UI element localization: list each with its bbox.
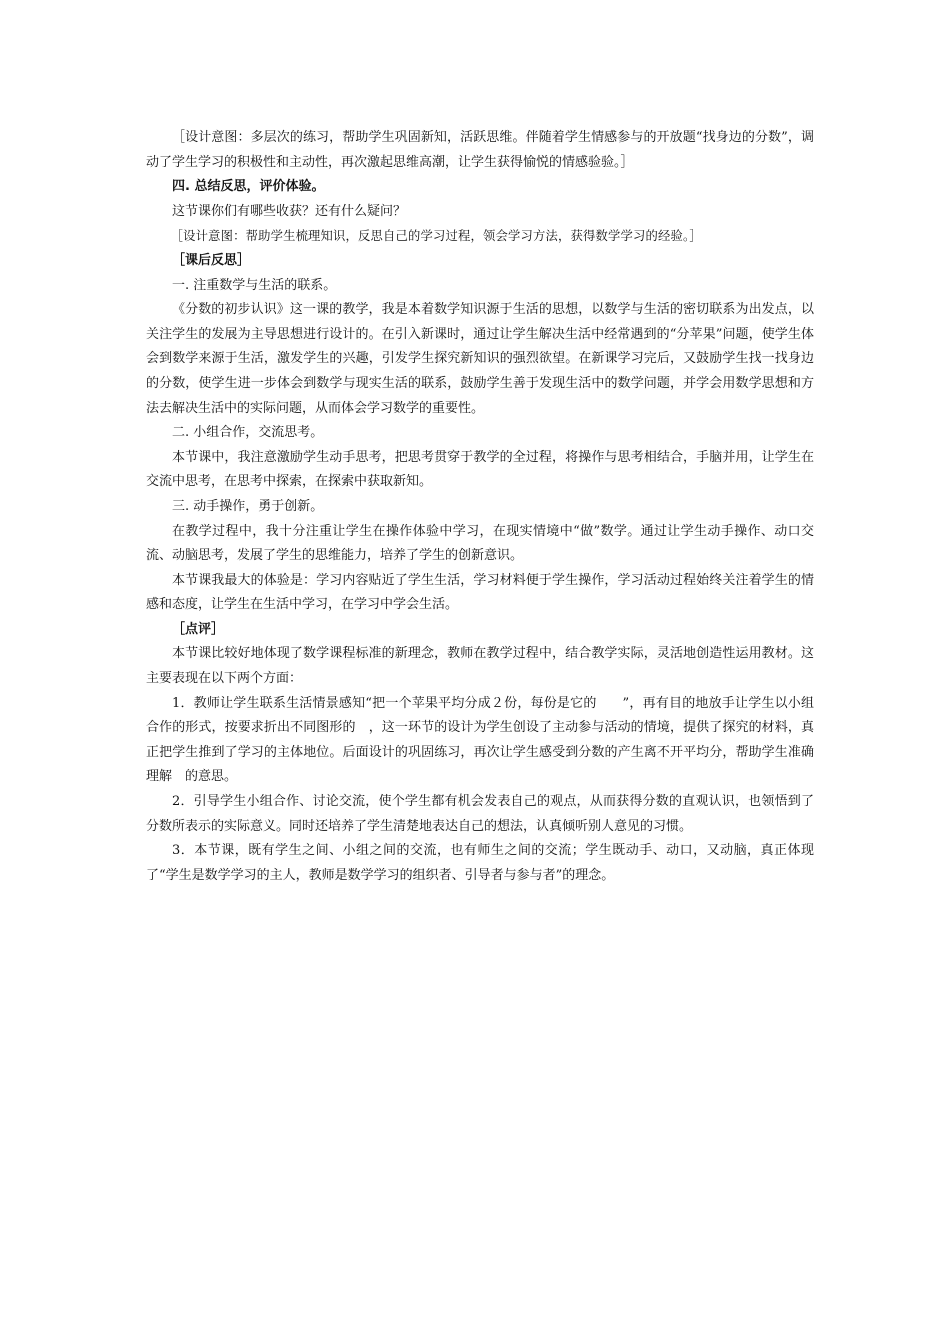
- design-intent-paragraph-2: ［设计意图：帮助学生梳理知识，反思自己的学习过程，领会学习方法，获得数学学习的经验。］: [170, 229, 702, 244]
- reflection-point-2-title: 二. 小组合作，交流思考。: [172, 425, 324, 441]
- reflection-point-3-body: 在教学过程中，我十分注重让学生在操作体验中学习，在现实情境中“做”数学。通过让学生动手操作、动口交流、动脑思考，发展了学生的思维能力，培养了学生的创新意识。: [146, 523, 814, 564]
- review-item-1: [146, 692, 814, 790]
- section-heading-4: 四. 总结反思，评价体验。: [172, 179, 325, 195]
- review-intro: 本节课比较好地体现了数学课程标准的新理念，教师在教学过程中，结合教学实际，灵活地创造性运用教材。这主要表现在以下两个方面：: [146, 646, 814, 687]
- reflection-point-3-title: 三. 动手操作，勇于创新。: [172, 498, 324, 514]
- reflection-summary: 本节课我最大的体验是：学习内容贴近了学生生活，学习材料便于学生操作，学习活动过程始终关注着学生的情感和态度，让学生在生活中学习，在学习中学会生活。: [146, 572, 814, 613]
- reflection-point-1-title: 一. 注重数学与生活的联系。: [172, 277, 337, 293]
- review-item-3: 3．本节课，既有学生之间、小组之间的交流，也有师生之间的交流；学生既动手、动口，又动脑，真正体现了“学生是数学学习的主人，教师是数学学习的组织者、引导者与参与者”的理念。: [146, 843, 814, 883]
- design-intent-paragraph-1: ［设计意图：多层次的练习，帮助学生巩固新知，活跃思维。伴随着学生情感参与的开放题“找身边的分数”，调动了学生学习的积极性和主动性，再次激起思维高潮，让学生获得愉悦的情感验验。］: [146, 130, 814, 170]
- reflection-heading: ［课后反思］: [172, 252, 251, 268]
- review-item-1-part-c: ，这一环节的设计为学生创设了主动参与活动的情境，提供了探究的材料，真正把学生推到了学习的主体地位。后面设计的巩固练习，再次让学生感受到分数的产生离不开平均分，帮助学生准确理解: [146, 720, 814, 785]
- document-body: [146, 126, 814, 888]
- review-item-1-part-a: 1．教师让学生联系生活情景感知“把一个苹果平均分成２份，每份是它的: [172, 695, 597, 711]
- reflection-point-2-body: 本节课中，我注意激励学生动手思考，把思考贯穿于教学的全过程，将操作与思考相结合，手脑并用，让学生在交流中思考，在思考中探索，在探索中获取新知。: [146, 449, 814, 490]
- review-item-1-part-d: 的意思。: [185, 769, 238, 785]
- review-heading: ［点评］: [172, 621, 225, 637]
- question-paragraph: 这节课你们有哪些收获？还有什么疑问？: [172, 203, 407, 219]
- review-item-1-part-b: ”，再有目的地放手让学生以小组合作的形式，按要求折出不同图形的: [146, 695, 814, 736]
- review-item-2: 2．引导学生小组合作、讨论交流，使个学生都有机会发表自己的观点，从而获得分数的直观认识，也领悟到了分数所表示的实际意义。同时还培养了学生清楚地表达自己的想法，认真倾听别人意见的习惯。: [146, 794, 814, 834]
- reflection-point-1-body: 《分数的初步认识》这一课的教学，我是本着数学知识源于生活的思想，以数学与生活的密切联系为出发点，以关注学生的发展为主导思想进行设计的。在引入新课时，通过让学生解决生活中经常遇到的“分苹果”问题，使学生体会到数学来源于生活，激发学生的兴趣，引发学生探究新知识的强烈欲望。在新课学习完后，又鼓励学生找一找身边的分数，使学生进一步体会到数学与现实生活的联系，鼓励学生善于发现生活中的数学问题，并学会用数学思想和方法去解决生活中的实际问题，从而体会学习数学的重要性。: [146, 302, 814, 416]
